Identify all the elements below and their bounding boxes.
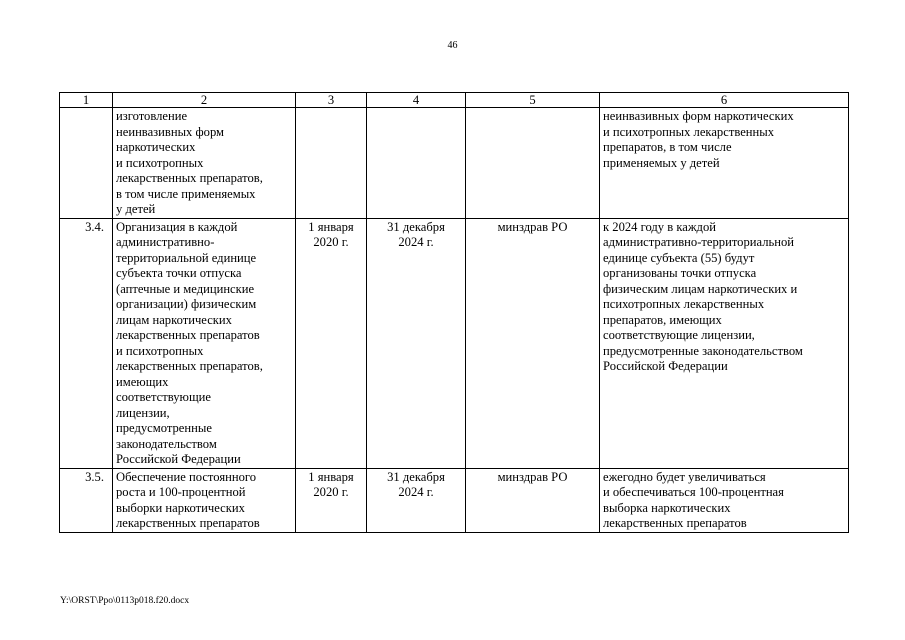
row-number: 3.5. [60, 468, 113, 532]
executor-cell: минздрав РО [466, 218, 600, 468]
start-date-cell: 1 января 2020 г. [296, 468, 367, 532]
activity-cell: Организация в каждой административно- территориальной единице субъекта точки отпуска (аптечные и медицинские организации) физическим лицам наркотических лекарственных препаратов и психотропных лекарственных препаратов, имеющих соответствующие лицензии, предусмотренные законодательством Российской Федерации [113, 218, 296, 468]
table-row [60, 108, 849, 219]
result-cell: ежегодно будет увеличиваться и обеспечиваться 100-процентная выборка наркотических лекарственных препаратов [600, 468, 849, 532]
header-cell: 5 [466, 93, 600, 108]
table-header-row [60, 93, 849, 108]
page-number: 46 [447, 40, 458, 51]
result-cell: к 2024 году в каждой административно-территориальной единице субъекта (55) будут организованы точки отпуска физическим лицам наркотических и психотропных лекарственных препаратов, имеющих соответствующие лицензии, предусмотренные законодательством Российской Федерации [600, 218, 849, 468]
executor-cell [466, 108, 600, 219]
activity-cell: Обеспечение постоянного роста и 100-процентной выборки наркотических лекарственных препаратов [113, 468, 296, 532]
table-row [60, 468, 849, 532]
start-date-cell [296, 108, 367, 219]
end-date-cell: 31 декабря 2024 г. [367, 218, 466, 468]
header-cell: 3 [296, 93, 367, 108]
header-cell: 2 [113, 93, 296, 108]
header-cell: 6 [600, 93, 849, 108]
result-cell: неинвазивных форм наркотических и психотропных лекарственных препаратов, в том числе применяемых у детей [600, 108, 849, 219]
plan-table [59, 92, 849, 533]
start-date-cell: 1 января 2020 г. [296, 218, 367, 468]
row-number [60, 108, 113, 219]
table-row [60, 218, 849, 468]
end-date-cell [367, 108, 466, 219]
executor-cell: минздрав РО [466, 468, 600, 532]
file-path-footer: Y:\ORST\Ppo\0113p018.f20.docx [60, 596, 190, 606]
header-cell: 4 [367, 93, 466, 108]
header-cell: 1 [60, 93, 113, 108]
end-date-cell: 31 декабря 2024 г. [367, 468, 466, 532]
activity-cell: изготовление неинвазивных форм наркотических и психотропных лекарственных препаратов, в том числе применяемых у детей [113, 108, 296, 219]
row-number: 3.4. [60, 218, 113, 468]
